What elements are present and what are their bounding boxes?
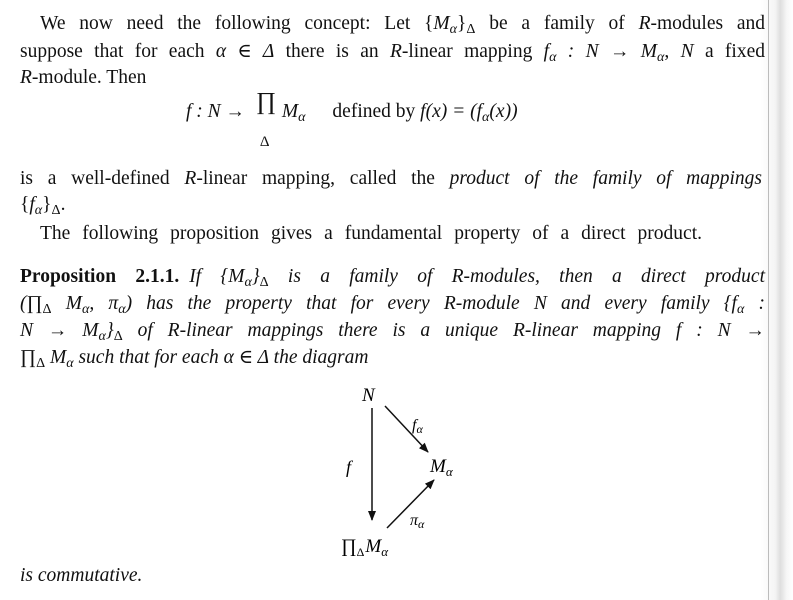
node-M-alpha: $M_\alpha$ (430, 456, 453, 479)
node-N: N (362, 385, 375, 406)
paragraph-2-line-2: $\{f_\alpha\}_\Delta$. (20, 194, 66, 218)
paragraph-2-line-1: is a well-defined R-linear mapping, called the product of the family of mappings (20, 168, 762, 189)
proposition-line-1: Proposition 2.1.1. If $\{M_\alpha\}_\Delta$ is a family of R-modules, then a direct product (20, 266, 765, 290)
proposition-label: Proposition 2.1.1. (20, 266, 180, 287)
paragraph-1-line-3: R-module. Then (20, 67, 147, 88)
proposition-line-2: ($\prod_\Delta$ $M_\alpha$, $\pi_\alpha$) has the property that for every R-module N and every family {$f_\alpha$ : (20, 293, 765, 317)
closing-text: is commutative. (20, 565, 143, 586)
proposition-line-3: $N \to M_\alpha\}_\Delta$ of R-linear mappings there is a unique R-linear mapping f : N → (20, 320, 765, 344)
label-pi-alpha: πα (410, 512, 425, 531)
proposition-line-4: $\prod_\Delta$ $M_\alpha$ such that for each α ∈ Δ the diagram (20, 347, 369, 371)
display-equation: f : N → ∏ Δ $M_\alpha$ defined by $f(x) = (f_\alpha(x))$ (186, 88, 518, 150)
node-product-M-alpha: $\prod_\Delta M_\alpha$ (341, 536, 389, 559)
paragraph-1-line-1: We now need the following concept: Let $\{M_\alpha\}_\Delta$ be a family of R-modules and (40, 13, 765, 37)
paragraph-1-line-2: suppose that for each α ∈ Δ there is an R-linear mapping $f_\alpha$ : $N \to M_\alpha$, N a fixed (20, 41, 766, 65)
label-f-alpha: fα (412, 417, 423, 436)
paragraph-3: The following proposition gives a fundamental property of a direct product. (40, 223, 702, 244)
product-operator: ∏ Δ (255, 88, 276, 150)
label-f: f (346, 457, 352, 477)
